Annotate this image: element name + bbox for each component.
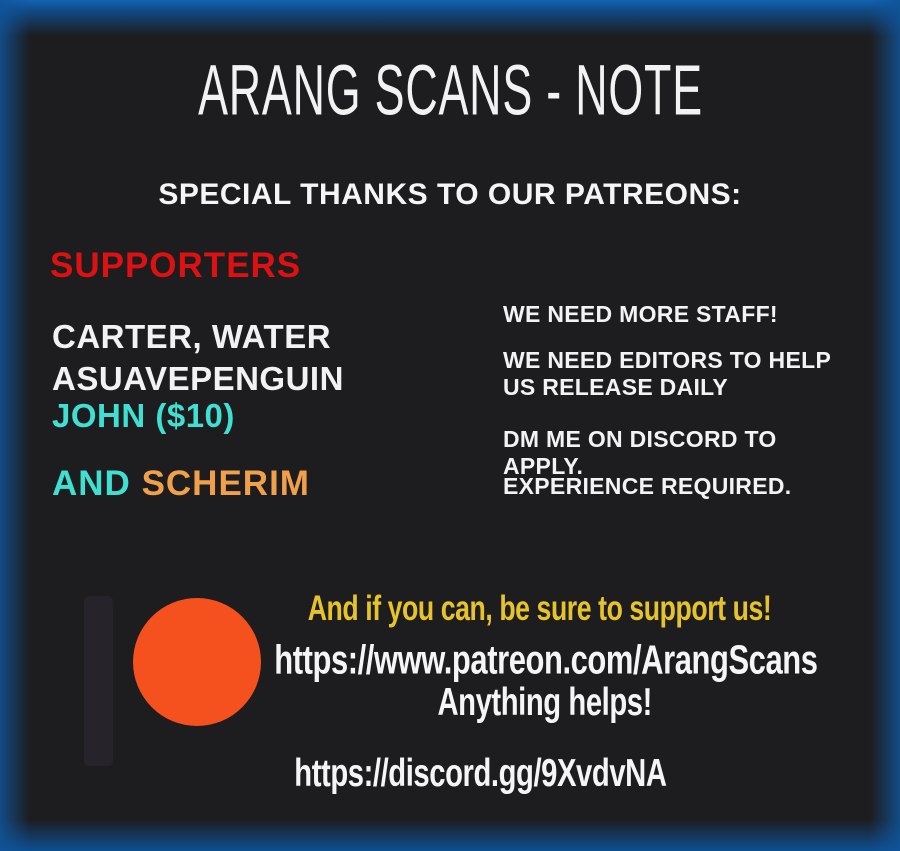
supporter-name-last-line xyxy=(52,464,310,504)
support-cta: And if you can, be sure to support us! xyxy=(308,588,772,628)
discord-url: https://discord.gg/9XvdvNA xyxy=(293,752,667,796)
border-glow-left xyxy=(0,0,30,851)
supporter-name-line-2: ASUAVEPENGUIN xyxy=(52,360,344,397)
border-glow-top xyxy=(0,0,900,36)
border-glow-bottom xyxy=(0,819,900,851)
subtitle: SPECIAL THANKS TO OUR PATREONS: xyxy=(158,178,742,211)
supporter-name-line-3: JOHN ($10) xyxy=(52,397,235,434)
and-word: AND xyxy=(52,464,131,503)
supporter-name-line-1: CARTER, WATER xyxy=(52,318,332,355)
border-glow-right xyxy=(870,0,900,851)
recruitment-line-3: DM ME ON DISCORD TO APPLY. xyxy=(503,426,777,479)
supporter-name-scherim: SCHERIM xyxy=(141,464,310,503)
recruitment-line-4: EXPERIENCE REQUIRED. xyxy=(503,473,792,499)
patreon-url: https://www.patreon.com/ArangScans xyxy=(274,636,818,683)
patreon-icon-bar xyxy=(84,596,113,766)
page-title-text: ARANG SCANS - NOTE xyxy=(197,49,703,130)
page-title xyxy=(0,48,900,130)
supporters-heading: SUPPORTERS xyxy=(50,246,302,285)
recruitment-line-1: WE NEED MORE STAFF! xyxy=(503,301,778,327)
support-tagline: Anything helps! xyxy=(437,681,653,725)
recruitment-line-2: WE NEED EDITORS TO HELP US RELEASE DAILY xyxy=(503,347,831,400)
